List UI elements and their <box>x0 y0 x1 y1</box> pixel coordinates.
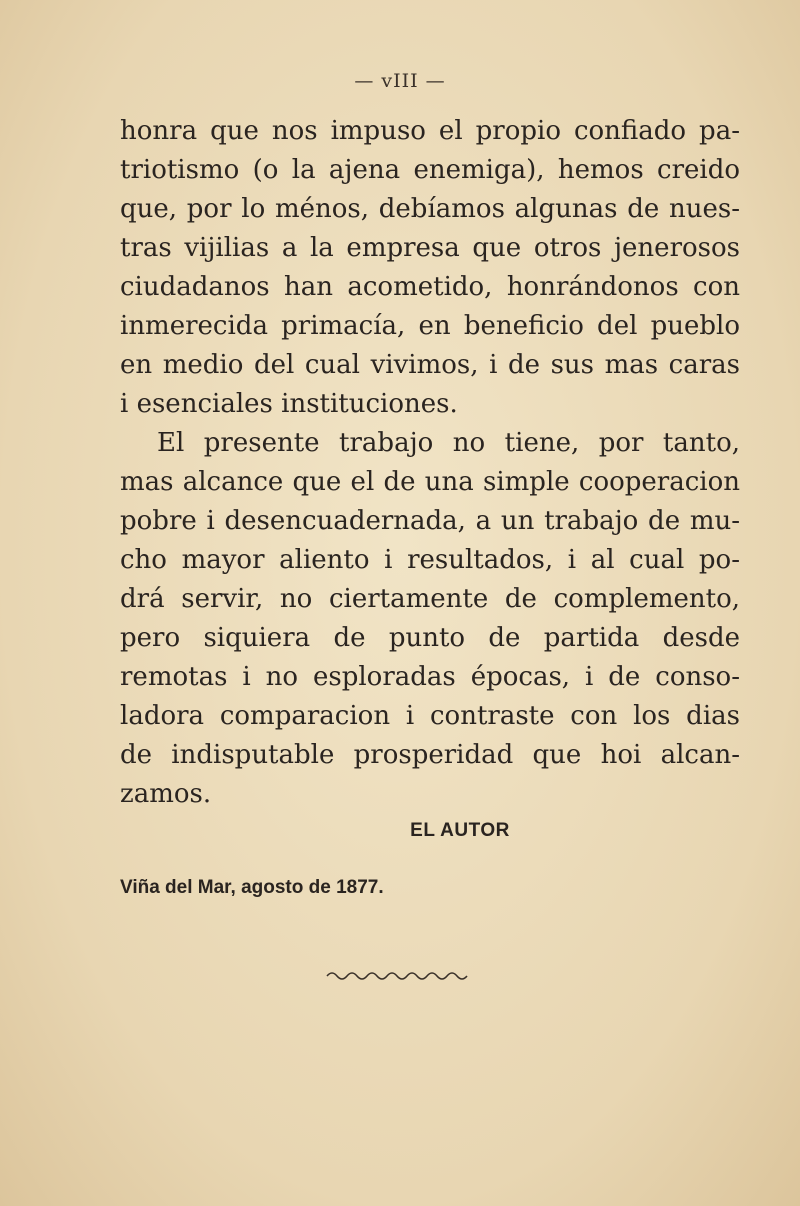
text-line: i esenciales instituciones. <box>120 389 458 419</box>
text-line: honra que nos impuso el propio confiado pa- <box>120 116 740 146</box>
text-line: zamos. <box>120 779 212 809</box>
place-date-line: Viña del Mar, agosto de 1877. <box>120 877 384 898</box>
text-line: cho mayor aliento i resultados, i al cual po- <box>120 545 740 575</box>
page-number-header: — vIII — <box>354 70 446 92</box>
wavy-ornament-divider <box>325 968 475 980</box>
text-line: triotismo (o la ajena enemiga), hemos creido <box>120 155 740 185</box>
text-line: drá servir, no ciertamente de complemento, <box>120 584 740 614</box>
text-line: tras vijilias a la empresa que otros jenerosos <box>120 233 740 263</box>
text-line: de indisputable prosperidad que hoi alcan- <box>120 740 740 770</box>
text-line: pobre i desencuadernada, a un trabajo de mu- <box>120 506 740 536</box>
text-line: El presente trabajo no tiene, por tanto, <box>157 428 740 458</box>
text-line: ladora comparacion i contraste con los dias <box>120 701 740 731</box>
text-line: que, por lo ménos, debíamos algunas de nues- <box>120 194 740 224</box>
text-line: pero siquiera de punto de partida desde <box>120 623 740 653</box>
text-line: ciudadanos han acometido, honrándonos con <box>120 272 740 302</box>
text-line: mas alcance que el de una simple cooperacion <box>120 467 740 497</box>
author-signature: EL AUTOR <box>410 820 510 841</box>
text-line: inmerecida primacía, en beneficio del pueblo <box>120 311 740 341</box>
text-line: en medio del cual vivimos, i de sus mas caras <box>120 350 740 380</box>
body-text <box>120 112 740 814</box>
text-line: remotas i no esploradas épocas, i de conso- <box>120 662 740 692</box>
